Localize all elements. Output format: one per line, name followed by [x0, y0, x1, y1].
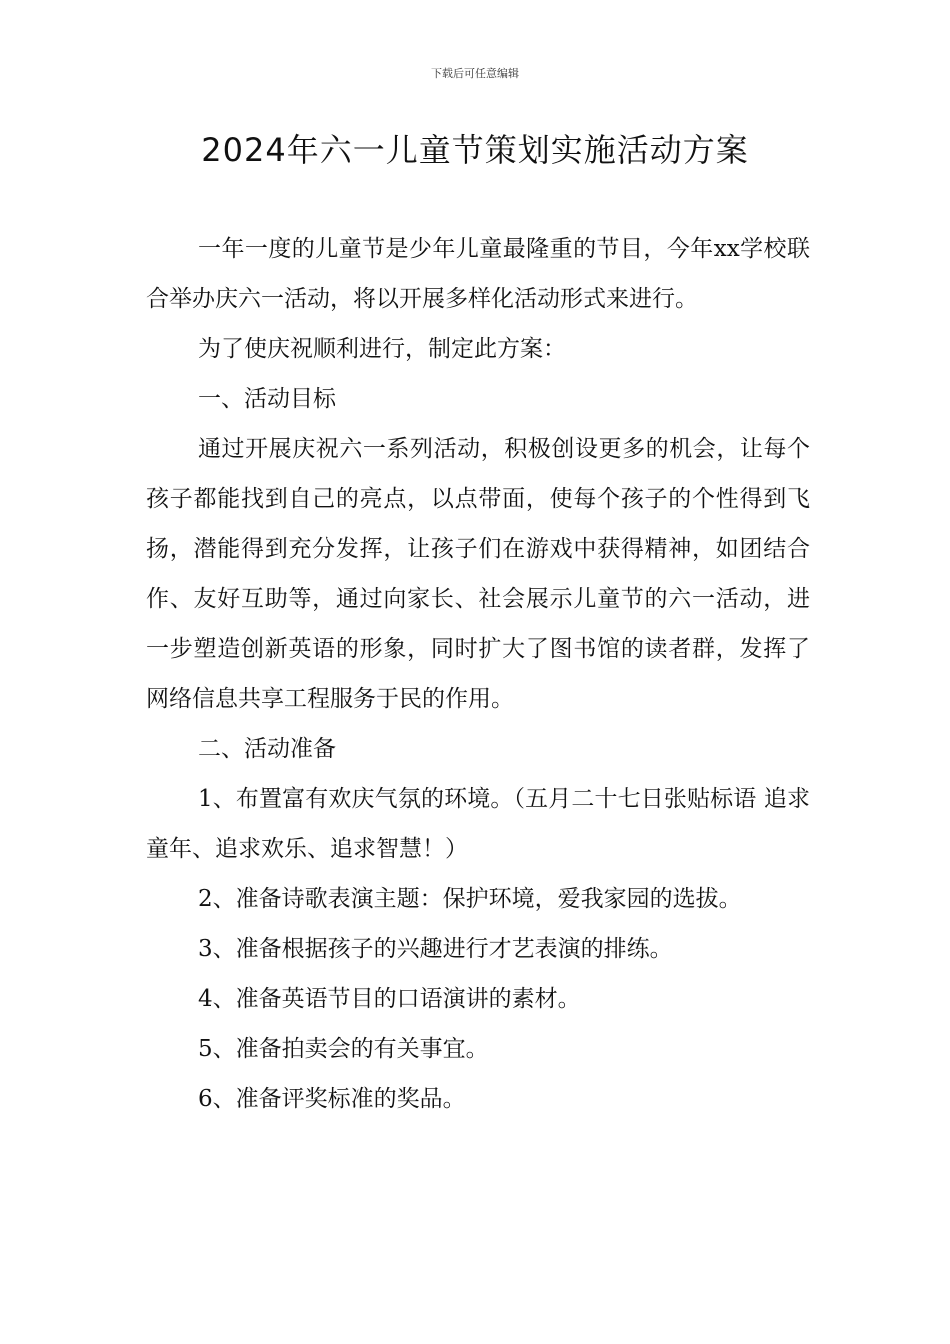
intro-paragraph: 一年一度的儿童节是少年儿童最隆重的节目，今年xx学校联合举办庆六一活动，将以开展多样化活动形式来进行。	[146, 236, 810, 312]
preparation-item: 4、准备英语节目的口语演讲的素材。	[198, 986, 581, 1012]
document-body	[146, 224, 810, 1124]
section-heading-preparation: 二、活动准备	[198, 736, 336, 762]
preparation-item: 1、布置富有欢庆气氛的环境。（五月二十七日张贴标语 追求童年、追求欢乐、追求智慧！）	[146, 786, 810, 862]
goals-paragraph: 通过开展庆祝六一系列活动，积极创设更多的机会，让每个孩子都能找到自己的亮点，以点带面，使每个孩子的个性得到飞扬，潜能得到充分发挥，让孩子们在游戏中获得精神，如团结合作、友好互助等，通过向家长、社会展示儿童节的六一活动，进一步塑造创新英语的形象，同时扩大了图书馆的读者群，发挥了网络信息共享工程服务于民的作用。	[146, 436, 810, 712]
preparation-item: 5、准备拍卖会的有关事宜。	[198, 1036, 489, 1062]
preparation-item: 3、准备根据孩子的兴趣进行才艺表演的排练。	[198, 936, 673, 962]
header-note: 下载后可任意编辑	[431, 67, 519, 80]
purpose-paragraph: 为了使庆祝顺利进行，制定此方案：	[198, 336, 566, 362]
preparation-item: 2、准备诗歌表演主题：保护环境，爱我家园的选拔。	[198, 886, 742, 912]
section-heading-goals: 一、活动目标	[198, 386, 336, 412]
preparation-item: 6、准备评奖标准的奖品。	[198, 1086, 466, 1112]
document-title: 2024年六一儿童节策划实施活动方案	[201, 131, 749, 169]
